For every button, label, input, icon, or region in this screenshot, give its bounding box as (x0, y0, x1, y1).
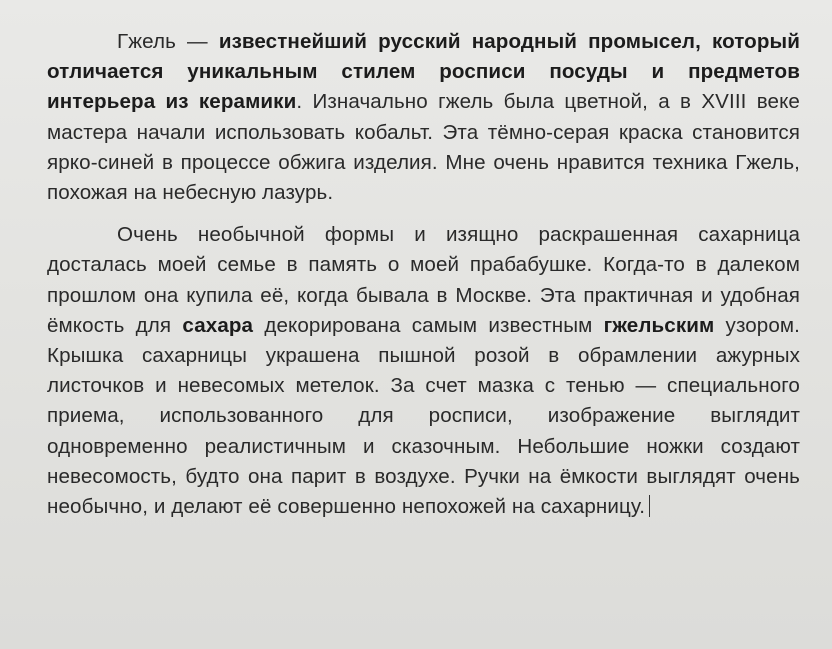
paragraph1-text-start: Гжель — (117, 30, 219, 53)
text-cursor (649, 495, 650, 517)
paragraph-sugar-bowl (47, 220, 800, 522)
paragraph2-text-middle: декорирована самым известным (253, 313, 604, 337)
paragraph2-text-end: узором. Крышка сахарницы украшена пышной розой в обрамлении ажурных листочков и невесомых метелок. За счет мазка с тенью — специального приема, использованного для росписи, изображение выглядит одновременно реалистичным и сказочным. Небольшие ножки создают невесомость, будто она парит в воздухе. Ручки на ёмкости выглядят очень необычно, и делают её совершенно непохожей на сахарницу. (47, 313, 800, 519)
paragraph2-bold-sugar: сахара (182, 313, 254, 337)
paragraph1-text-rest: . Изначально гжель была цветной, а в XVIII веке мастера начали использовать кобальт. Эта тёмно-серая краска становится ярко-синей в процессе обжига изделия. Мне очень нравится техника Гжель, похожая на небесную лазурь. (47, 90, 800, 205)
paragraph1-bold-definition: известнейший русский народный промысел, который отличается уникальным стилем росписи посуды и предметов интерьера из керамики (47, 30, 800, 114)
paragraph2-bold-gzhel-pattern: гжельским (603, 313, 715, 337)
paragraph-gzhel-intro (47, 27, 800, 208)
paragraph2-text-start: Очень необычной формы и изящно раскрашенная сахарница досталась моей семье в память о моей прабабушке. Когда-то в далеком прошлом она купила её, когда бывала в Москве. Эта практичная и удобная ёмкость для (47, 223, 800, 337)
